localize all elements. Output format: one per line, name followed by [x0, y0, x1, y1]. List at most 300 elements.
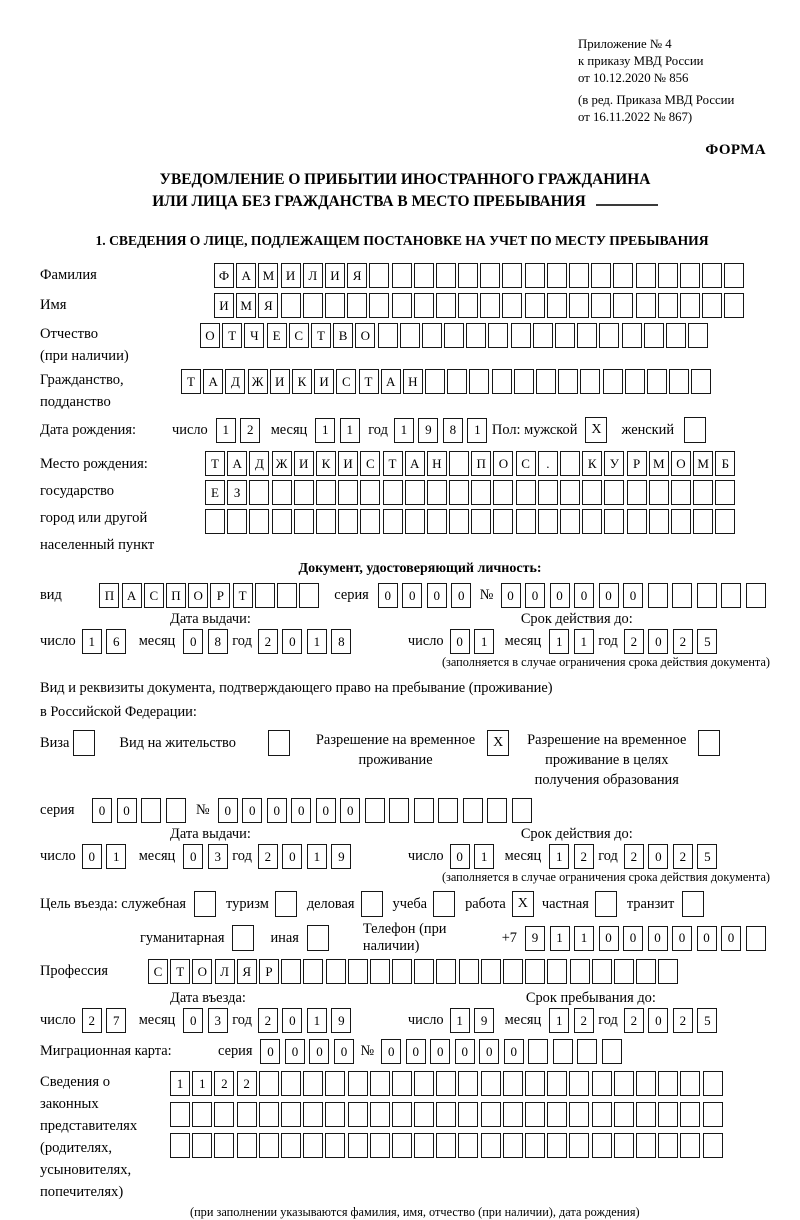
char-box[interactable]: [555, 323, 575, 348]
purpose-study-checkbox[interactable]: [433, 891, 455, 917]
char-box[interactable]: [648, 583, 668, 608]
char-box[interactable]: [348, 1133, 368, 1158]
char-box[interactable]: 2: [673, 844, 693, 869]
char-box[interactable]: [459, 959, 479, 984]
char-box[interactable]: 0: [82, 844, 102, 869]
sex-female-checkbox[interactable]: [684, 417, 706, 443]
char-box[interactable]: [237, 1102, 257, 1127]
char-box[interactable]: Т: [222, 323, 242, 348]
char-box[interactable]: [599, 323, 619, 348]
char-box[interactable]: [481, 1071, 501, 1096]
char-box[interactable]: У: [604, 451, 624, 476]
char-box[interactable]: 0: [504, 1039, 524, 1064]
char-box[interactable]: 0: [183, 629, 203, 654]
char-box[interactable]: [649, 509, 669, 534]
char-box[interactable]: [511, 323, 531, 348]
char-box[interactable]: Ф: [214, 263, 234, 288]
char-box[interactable]: [627, 509, 647, 534]
char-box[interactable]: 0: [525, 583, 545, 608]
char-box[interactable]: [503, 1071, 523, 1096]
char-box[interactable]: 9: [331, 844, 351, 869]
char-box[interactable]: 8: [331, 629, 351, 654]
char-box[interactable]: 5: [697, 844, 717, 869]
char-box[interactable]: [613, 293, 633, 318]
char-box[interactable]: [703, 1071, 723, 1096]
char-box[interactable]: [525, 293, 545, 318]
char-box[interactable]: К: [582, 451, 602, 476]
char-box[interactable]: 0: [427, 583, 447, 608]
char-box[interactable]: [721, 583, 741, 608]
char-box[interactable]: [303, 959, 323, 984]
char-box[interactable]: Т: [383, 451, 403, 476]
char-box[interactable]: [338, 480, 358, 505]
char-box[interactable]: [360, 480, 380, 505]
char-box[interactable]: [447, 369, 467, 394]
char-box[interactable]: [370, 959, 390, 984]
char-box[interactable]: [533, 323, 553, 348]
char-box[interactable]: [680, 1102, 700, 1127]
char-box[interactable]: [214, 1133, 234, 1158]
purpose-work-checkbox[interactable]: X: [512, 891, 534, 917]
char-box[interactable]: .: [538, 451, 558, 476]
char-box[interactable]: О: [192, 959, 212, 984]
char-box[interactable]: [487, 798, 507, 823]
char-box[interactable]: [214, 1102, 234, 1127]
char-box[interactable]: [547, 1071, 567, 1096]
char-box[interactable]: Т: [233, 583, 253, 608]
char-box[interactable]: [671, 480, 691, 505]
char-box[interactable]: [370, 1133, 390, 1158]
char-box[interactable]: 8: [443, 418, 463, 443]
char-box[interactable]: Е: [205, 480, 225, 505]
char-box[interactable]: [438, 798, 458, 823]
char-box[interactable]: [326, 959, 346, 984]
char-box[interactable]: [636, 293, 656, 318]
char-box[interactable]: Я: [237, 959, 257, 984]
char-box[interactable]: [480, 293, 500, 318]
char-box[interactable]: [471, 509, 491, 534]
char-box[interactable]: 0: [648, 629, 668, 654]
char-box[interactable]: [503, 1133, 523, 1158]
char-box[interactable]: 3: [208, 844, 228, 869]
char-box[interactable]: М: [258, 263, 278, 288]
char-box[interactable]: [560, 451, 580, 476]
char-box[interactable]: [427, 480, 447, 505]
char-box[interactable]: [369, 293, 389, 318]
char-box[interactable]: [303, 293, 323, 318]
char-box[interactable]: [525, 1071, 545, 1096]
char-box[interactable]: 1: [192, 1071, 212, 1096]
char-box[interactable]: О: [188, 583, 208, 608]
char-box[interactable]: 1: [549, 844, 569, 869]
char-box[interactable]: [625, 369, 645, 394]
char-box[interactable]: Т: [170, 959, 190, 984]
char-box[interactable]: 2: [240, 418, 260, 443]
char-box[interactable]: С: [144, 583, 164, 608]
char-box[interactable]: [514, 369, 534, 394]
char-box[interactable]: К: [316, 451, 336, 476]
char-box[interactable]: [370, 1071, 390, 1096]
char-box[interactable]: 0: [267, 798, 287, 823]
char-box[interactable]: 1: [307, 1008, 327, 1033]
char-box[interactable]: 5: [697, 1008, 717, 1033]
char-box[interactable]: 2: [258, 844, 278, 869]
char-box[interactable]: 2: [574, 1008, 594, 1033]
char-box[interactable]: [481, 1133, 501, 1158]
char-box[interactable]: М: [693, 451, 713, 476]
char-box[interactable]: [458, 293, 478, 318]
char-box[interactable]: [481, 1102, 501, 1127]
char-box[interactable]: [166, 798, 186, 823]
char-box[interactable]: 2: [673, 629, 693, 654]
char-box[interactable]: 0: [402, 583, 422, 608]
char-box[interactable]: [680, 293, 700, 318]
char-box[interactable]: 0: [648, 926, 668, 951]
char-box[interactable]: С: [360, 451, 380, 476]
char-box[interactable]: [303, 1133, 323, 1158]
char-box[interactable]: О: [200, 323, 220, 348]
char-box[interactable]: [436, 263, 456, 288]
char-box[interactable]: Ч: [244, 323, 264, 348]
char-box[interactable]: 0: [117, 798, 137, 823]
char-box[interactable]: 0: [672, 926, 692, 951]
char-box[interactable]: М: [236, 293, 256, 318]
char-box[interactable]: [582, 480, 602, 505]
char-box[interactable]: [658, 293, 678, 318]
char-box[interactable]: [405, 509, 425, 534]
char-box[interactable]: 1: [340, 418, 360, 443]
char-box[interactable]: [170, 1102, 190, 1127]
char-box[interactable]: И: [294, 451, 314, 476]
char-box[interactable]: [516, 480, 536, 505]
char-box[interactable]: [369, 263, 389, 288]
char-box[interactable]: [671, 509, 691, 534]
char-box[interactable]: С: [289, 323, 309, 348]
char-box[interactable]: [614, 1133, 634, 1158]
char-box[interactable]: [614, 1071, 634, 1096]
char-box[interactable]: И: [338, 451, 358, 476]
char-box[interactable]: [205, 509, 225, 534]
char-box[interactable]: [658, 263, 678, 288]
char-box[interactable]: [715, 480, 735, 505]
char-box[interactable]: А: [405, 451, 425, 476]
char-box[interactable]: 0: [455, 1039, 475, 1064]
char-box[interactable]: 0: [450, 629, 470, 654]
char-box[interactable]: 2: [258, 629, 278, 654]
char-box[interactable]: А: [236, 263, 256, 288]
char-box[interactable]: [463, 798, 483, 823]
char-box[interactable]: [427, 509, 447, 534]
char-box[interactable]: 0: [282, 1008, 302, 1033]
char-box[interactable]: [547, 293, 567, 318]
purpose-business-checkbox[interactable]: [361, 891, 383, 917]
char-box[interactable]: [469, 369, 489, 394]
char-box[interactable]: Ж: [272, 451, 292, 476]
char-box[interactable]: И: [214, 293, 234, 318]
char-box[interactable]: 0: [285, 1039, 305, 1064]
char-box[interactable]: [604, 480, 624, 505]
char-box[interactable]: И: [325, 263, 345, 288]
char-box[interactable]: 1: [467, 418, 487, 443]
char-box[interactable]: [569, 1071, 589, 1096]
char-box[interactable]: [414, 798, 434, 823]
char-box[interactable]: 0: [378, 583, 398, 608]
char-box[interactable]: 0: [183, 844, 203, 869]
char-box[interactable]: [693, 509, 713, 534]
char-box[interactable]: [338, 509, 358, 534]
purpose-humanitarian-checkbox[interactable]: [232, 925, 254, 951]
char-box[interactable]: [614, 959, 634, 984]
char-box[interactable]: [538, 509, 558, 534]
char-box[interactable]: [272, 509, 292, 534]
char-box[interactable]: [649, 480, 669, 505]
char-box[interactable]: А: [122, 583, 142, 608]
char-box[interactable]: [392, 1102, 412, 1127]
char-box[interactable]: 0: [599, 926, 619, 951]
purpose-other-checkbox[interactable]: [307, 925, 329, 951]
char-box[interactable]: [255, 583, 275, 608]
char-box[interactable]: [569, 263, 589, 288]
char-box[interactable]: [325, 1071, 345, 1096]
char-box[interactable]: А: [203, 369, 223, 394]
char-box[interactable]: Р: [259, 959, 279, 984]
purpose-transit-checkbox[interactable]: [682, 891, 704, 917]
char-box[interactable]: [400, 323, 420, 348]
char-box[interactable]: [249, 480, 269, 505]
char-box[interactable]: [516, 509, 536, 534]
char-box[interactable]: [488, 323, 508, 348]
char-box[interactable]: [493, 509, 513, 534]
char-box[interactable]: [303, 1071, 323, 1096]
char-box[interactable]: [691, 369, 711, 394]
char-box[interactable]: 0: [381, 1039, 401, 1064]
char-box[interactable]: О: [493, 451, 513, 476]
char-box[interactable]: 0: [623, 926, 643, 951]
char-box[interactable]: [680, 1071, 700, 1096]
char-box[interactable]: [560, 509, 580, 534]
char-box[interactable]: [392, 263, 412, 288]
char-box[interactable]: [603, 369, 623, 394]
char-box[interactable]: [141, 798, 161, 823]
char-box[interactable]: [360, 509, 380, 534]
char-box[interactable]: [192, 1102, 212, 1127]
char-box[interactable]: [547, 1102, 567, 1127]
char-box[interactable]: [666, 323, 686, 348]
char-box[interactable]: [449, 480, 469, 505]
char-box[interactable]: 9: [474, 1008, 494, 1033]
char-box[interactable]: [658, 1133, 678, 1158]
char-box[interactable]: [170, 1133, 190, 1158]
char-box[interactable]: [703, 1102, 723, 1127]
char-box[interactable]: [512, 798, 532, 823]
char-box[interactable]: [680, 263, 700, 288]
char-box[interactable]: [697, 583, 717, 608]
char-box[interactable]: [672, 583, 692, 608]
char-box[interactable]: И: [314, 369, 334, 394]
residence-permit-checkbox[interactable]: [268, 730, 290, 756]
char-box[interactable]: Т: [181, 369, 201, 394]
char-box[interactable]: 1: [307, 629, 327, 654]
char-box[interactable]: [702, 263, 722, 288]
char-box[interactable]: [316, 509, 336, 534]
char-box[interactable]: [370, 1102, 390, 1127]
char-box[interactable]: [569, 293, 589, 318]
char-box[interactable]: [746, 583, 766, 608]
char-box[interactable]: 0: [479, 1039, 499, 1064]
char-box[interactable]: [724, 293, 744, 318]
char-box[interactable]: 0: [721, 926, 741, 951]
char-box[interactable]: [627, 480, 647, 505]
char-box[interactable]: [525, 1133, 545, 1158]
temp-residence-checkbox[interactable]: X: [487, 730, 509, 756]
char-box[interactable]: [277, 583, 297, 608]
char-box[interactable]: Б: [715, 451, 735, 476]
char-box[interactable]: 0: [260, 1039, 280, 1064]
char-box[interactable]: [493, 480, 513, 505]
char-box[interactable]: Я: [258, 293, 278, 318]
char-box[interactable]: 2: [82, 1008, 102, 1033]
char-box[interactable]: 0: [501, 583, 521, 608]
char-box[interactable]: [449, 509, 469, 534]
char-box[interactable]: [259, 1102, 279, 1127]
char-box[interactable]: [746, 926, 766, 951]
char-box[interactable]: [536, 369, 556, 394]
char-box[interactable]: 9: [331, 1008, 351, 1033]
char-box[interactable]: 7: [106, 1008, 126, 1033]
char-box[interactable]: [547, 263, 567, 288]
char-box[interactable]: 1: [549, 1008, 569, 1033]
char-box[interactable]: [602, 1039, 622, 1064]
char-box[interactable]: 8: [208, 629, 228, 654]
char-box[interactable]: 2: [258, 1008, 278, 1033]
char-box[interactable]: [414, 959, 434, 984]
char-box[interactable]: Л: [215, 959, 235, 984]
char-box[interactable]: 0: [309, 1039, 329, 1064]
char-box[interactable]: [560, 480, 580, 505]
char-box[interactable]: 0: [648, 1008, 668, 1033]
char-box[interactable]: 1: [307, 844, 327, 869]
purpose-tourism-checkbox[interactable]: [275, 891, 297, 917]
char-box[interactable]: [192, 1133, 212, 1158]
char-box[interactable]: [636, 1133, 656, 1158]
char-box[interactable]: Н: [427, 451, 447, 476]
char-box[interactable]: [458, 1102, 478, 1127]
char-box[interactable]: [466, 323, 486, 348]
char-box[interactable]: [502, 263, 522, 288]
char-box[interactable]: [392, 293, 412, 318]
char-box[interactable]: И: [270, 369, 290, 394]
char-box[interactable]: 0: [183, 1008, 203, 1033]
char-box[interactable]: 0: [316, 798, 336, 823]
char-box[interactable]: [528, 1039, 548, 1064]
char-box[interactable]: [703, 1133, 723, 1158]
char-box[interactable]: 0: [406, 1039, 426, 1064]
char-box[interactable]: [259, 1071, 279, 1096]
char-box[interactable]: [503, 1102, 523, 1127]
char-box[interactable]: [294, 480, 314, 505]
char-box[interactable]: 0: [340, 798, 360, 823]
char-box[interactable]: [325, 293, 345, 318]
char-box[interactable]: [636, 263, 656, 288]
char-box[interactable]: Ж: [248, 369, 268, 394]
char-box[interactable]: 9: [525, 926, 545, 951]
char-box[interactable]: [492, 369, 512, 394]
char-box[interactable]: [636, 959, 656, 984]
char-box[interactable]: С: [516, 451, 536, 476]
char-box[interactable]: [647, 369, 667, 394]
char-box[interactable]: 1: [106, 844, 126, 869]
char-box[interactable]: [303, 1102, 323, 1127]
char-box[interactable]: 1: [394, 418, 414, 443]
char-box[interactable]: К: [292, 369, 312, 394]
char-box[interactable]: [272, 480, 292, 505]
char-box[interactable]: 1: [549, 629, 569, 654]
char-box[interactable]: 0: [430, 1039, 450, 1064]
char-box[interactable]: [436, 959, 456, 984]
char-box[interactable]: [547, 959, 567, 984]
char-box[interactable]: [558, 369, 578, 394]
char-box[interactable]: [325, 1133, 345, 1158]
char-box[interactable]: Н: [403, 369, 423, 394]
char-box[interactable]: 0: [451, 583, 471, 608]
char-box[interactable]: [436, 1102, 456, 1127]
char-box[interactable]: [724, 263, 744, 288]
char-box[interactable]: [259, 1133, 279, 1158]
char-box[interactable]: О: [355, 323, 375, 348]
char-box[interactable]: [392, 959, 412, 984]
char-box[interactable]: [553, 1039, 573, 1064]
char-box[interactable]: [693, 480, 713, 505]
char-box[interactable]: 1: [574, 926, 594, 951]
char-box[interactable]: [525, 263, 545, 288]
char-box[interactable]: [325, 1102, 345, 1127]
char-box[interactable]: [458, 1071, 478, 1096]
char-box[interactable]: [449, 451, 469, 476]
char-box[interactable]: [715, 509, 735, 534]
char-box[interactable]: Я: [347, 263, 367, 288]
char-box[interactable]: [577, 1039, 597, 1064]
char-box[interactable]: [622, 323, 642, 348]
char-box[interactable]: [348, 959, 368, 984]
char-box[interactable]: Л: [303, 263, 323, 288]
char-box[interactable]: 0: [92, 798, 112, 823]
char-box[interactable]: П: [166, 583, 186, 608]
char-box[interactable]: Т: [205, 451, 225, 476]
char-box[interactable]: 2: [574, 844, 594, 869]
char-box[interactable]: [458, 1133, 478, 1158]
char-box[interactable]: 9: [418, 418, 438, 443]
char-box[interactable]: 0: [697, 926, 717, 951]
char-box[interactable]: Р: [210, 583, 230, 608]
char-box[interactable]: 1: [450, 1008, 470, 1033]
char-box[interactable]: [414, 1133, 434, 1158]
char-box[interactable]: 2: [673, 1008, 693, 1033]
char-box[interactable]: [436, 1133, 456, 1158]
char-box[interactable]: [237, 1133, 257, 1158]
char-box[interactable]: [644, 323, 664, 348]
char-box[interactable]: [569, 1133, 589, 1158]
char-box[interactable]: [281, 959, 301, 984]
char-box[interactable]: [227, 509, 247, 534]
char-box[interactable]: 1: [550, 926, 570, 951]
char-box[interactable]: 0: [574, 583, 594, 608]
temp-residence-edu-checkbox[interactable]: [698, 730, 720, 756]
char-box[interactable]: 0: [599, 583, 619, 608]
char-box[interactable]: [316, 480, 336, 505]
char-box[interactable]: [577, 323, 597, 348]
char-box[interactable]: 1: [82, 629, 102, 654]
char-box[interactable]: [570, 959, 590, 984]
